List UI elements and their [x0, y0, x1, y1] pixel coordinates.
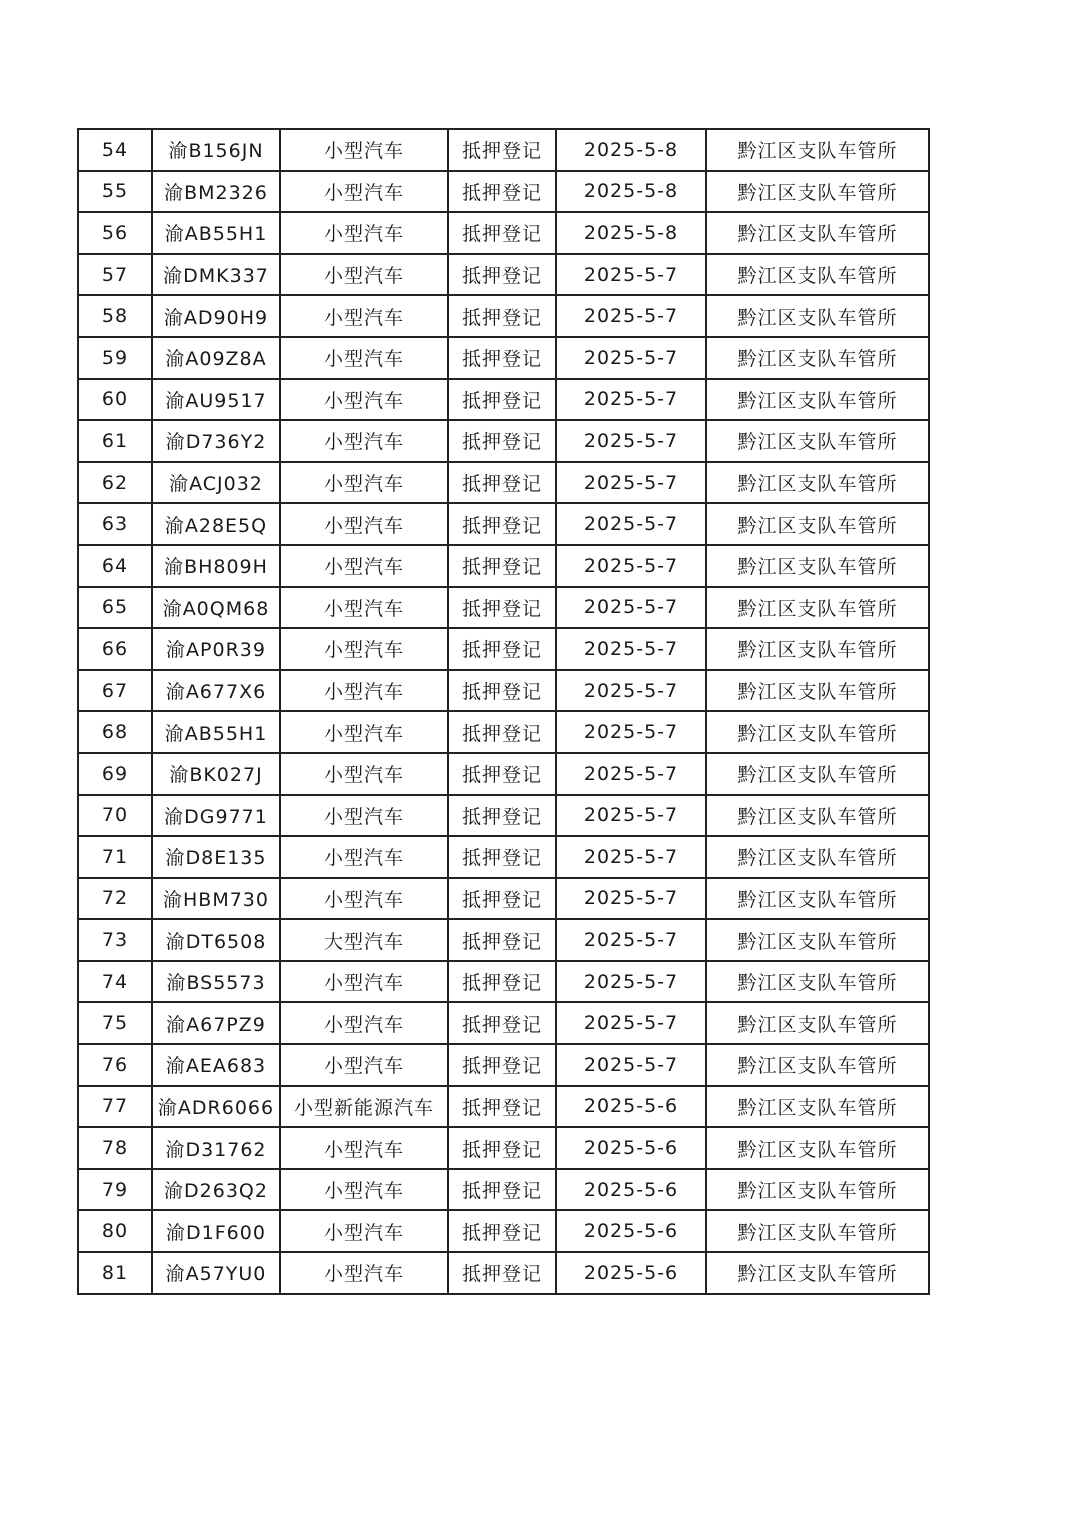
- row-number-cell: 64: [78, 545, 152, 587]
- business-type-cell: 抵押登记: [448, 795, 556, 837]
- table-row: [78, 295, 929, 337]
- date-cell: 2025-5-7: [556, 1044, 706, 1086]
- plate-number-cell: 渝AU9517: [152, 379, 280, 421]
- vehicle-type-cell: 小型汽车: [280, 961, 448, 1003]
- business-type-cell: 抵押登记: [448, 670, 556, 712]
- vehicle-type-cell: 小型汽车: [280, 836, 448, 878]
- business-type-cell: 抵押登记: [448, 919, 556, 961]
- row-number-cell: 77: [78, 1086, 152, 1128]
- row-number-cell: 55: [78, 171, 152, 213]
- vehicle-type-cell: 小型汽车: [280, 545, 448, 587]
- business-type-cell: 抵押登记: [448, 503, 556, 545]
- row-number-cell: 80: [78, 1210, 152, 1252]
- office-cell: 黔江区支队车管所: [706, 1127, 929, 1169]
- plate-number-cell: 渝AB55H1: [152, 711, 280, 753]
- vehicle-type-cell: 小型汽车: [280, 711, 448, 753]
- table-body: [78, 129, 929, 1294]
- business-type-cell: 抵押登记: [448, 212, 556, 254]
- vehicle-type-cell: 小型汽车: [280, 753, 448, 795]
- table-row: [78, 379, 929, 421]
- vehicle-type-cell: 小型汽车: [280, 1169, 448, 1211]
- office-cell: 黔江区支队车管所: [706, 1002, 929, 1044]
- business-type-cell: 抵押登记: [448, 628, 556, 670]
- plate-number-cell: 渝B156JN: [152, 129, 280, 171]
- office-cell: 黔江区支队车管所: [706, 462, 929, 504]
- table-row: [78, 795, 929, 837]
- office-cell: 黔江区支队车管所: [706, 337, 929, 379]
- row-number-cell: 72: [78, 878, 152, 920]
- office-cell: 黔江区支队车管所: [706, 961, 929, 1003]
- table-row: [78, 1044, 929, 1086]
- row-number-cell: 73: [78, 919, 152, 961]
- office-cell: 黔江区支队车管所: [706, 503, 929, 545]
- plate-number-cell: 渝D263Q2: [152, 1169, 280, 1211]
- plate-number-cell: 渝BK027J: [152, 753, 280, 795]
- business-type-cell: 抵押登记: [448, 836, 556, 878]
- plate-number-cell: 渝DG9771: [152, 795, 280, 837]
- table-row: [78, 254, 929, 296]
- row-number-cell: 71: [78, 836, 152, 878]
- business-type-cell: 抵押登记: [448, 1044, 556, 1086]
- table-row: [78, 129, 929, 171]
- office-cell: 黔江区支队车管所: [706, 795, 929, 837]
- vehicle-type-cell: 小型汽车: [280, 1044, 448, 1086]
- vehicle-type-cell: 小型汽车: [280, 795, 448, 837]
- plate-number-cell: 渝AP0R39: [152, 628, 280, 670]
- plate-number-cell: 渝A67PZ9: [152, 1002, 280, 1044]
- vehicle-type-cell: 小型汽车: [280, 171, 448, 213]
- row-number-cell: 76: [78, 1044, 152, 1086]
- business-type-cell: 抵押登记: [448, 254, 556, 296]
- vehicle-type-cell: 小型汽车: [280, 129, 448, 171]
- date-cell: 2025-5-7: [556, 420, 706, 462]
- plate-number-cell: 渝AEA683: [152, 1044, 280, 1086]
- vehicle-type-cell: 小型汽车: [280, 212, 448, 254]
- date-cell: 2025-5-6: [556, 1169, 706, 1211]
- date-cell: 2025-5-7: [556, 462, 706, 504]
- row-number-cell: 79: [78, 1169, 152, 1211]
- table-row: [78, 462, 929, 504]
- business-type-cell: 抵押登记: [448, 171, 556, 213]
- row-number-cell: 69: [78, 753, 152, 795]
- vehicle-type-cell: 小型汽车: [280, 878, 448, 920]
- date-cell: 2025-5-7: [556, 795, 706, 837]
- date-cell: 2025-5-7: [556, 545, 706, 587]
- table-row: [78, 836, 929, 878]
- business-type-cell: 抵押登记: [448, 462, 556, 504]
- plate-number-cell: 渝BS5573: [152, 961, 280, 1003]
- date-cell: 2025-5-6: [556, 1086, 706, 1128]
- business-type-cell: 抵押登记: [448, 1127, 556, 1169]
- row-number-cell: 62: [78, 462, 152, 504]
- date-cell: 2025-5-7: [556, 878, 706, 920]
- table-row: [78, 628, 929, 670]
- plate-number-cell: 渝A28E5Q: [152, 503, 280, 545]
- row-number-cell: 57: [78, 254, 152, 296]
- table-row: [78, 587, 929, 629]
- table-row: [78, 503, 929, 545]
- office-cell: 黔江区支队车管所: [706, 1252, 929, 1294]
- office-cell: 黔江区支队车管所: [706, 171, 929, 213]
- table-row: [78, 545, 929, 587]
- row-number-cell: 60: [78, 379, 152, 421]
- table-row: [78, 1169, 929, 1211]
- row-number-cell: 59: [78, 337, 152, 379]
- date-cell: 2025-5-7: [556, 711, 706, 753]
- business-type-cell: 抵押登记: [448, 1210, 556, 1252]
- office-cell: 黔江区支队车管所: [706, 878, 929, 920]
- table-row: [78, 670, 929, 712]
- table-row: [78, 212, 929, 254]
- table-row: [78, 1210, 929, 1252]
- business-type-cell: 抵押登记: [448, 711, 556, 753]
- vehicle-type-cell: 小型汽车: [280, 337, 448, 379]
- plate-number-cell: 渝ADR6066: [152, 1086, 280, 1128]
- vehicle-type-cell: 小型汽车: [280, 462, 448, 504]
- office-cell: 黔江区支队车管所: [706, 254, 929, 296]
- plate-number-cell: 渝D1F600: [152, 1210, 280, 1252]
- vehicle-type-cell: 小型汽车: [280, 670, 448, 712]
- row-number-cell: 75: [78, 1002, 152, 1044]
- plate-number-cell: 渝DMK337: [152, 254, 280, 296]
- row-number-cell: 70: [78, 795, 152, 837]
- date-cell: 2025-5-6: [556, 1210, 706, 1252]
- office-cell: 黔江区支队车管所: [706, 379, 929, 421]
- plate-number-cell: 渝D8E135: [152, 836, 280, 878]
- vehicle-type-cell: 小型汽车: [280, 503, 448, 545]
- row-number-cell: 61: [78, 420, 152, 462]
- business-type-cell: 抵押登记: [448, 587, 556, 629]
- table-row: [78, 711, 929, 753]
- office-cell: 黔江区支队车管所: [706, 420, 929, 462]
- business-type-cell: 抵押登记: [448, 129, 556, 171]
- plate-number-cell: 渝BM2326: [152, 171, 280, 213]
- office-cell: 黔江区支队车管所: [706, 1169, 929, 1211]
- row-number-cell: 68: [78, 711, 152, 753]
- plate-number-cell: 渝BH809H: [152, 545, 280, 587]
- date-cell: 2025-5-8: [556, 212, 706, 254]
- plate-number-cell: 渝AD90H9: [152, 295, 280, 337]
- office-cell: 黔江区支队车管所: [706, 919, 929, 961]
- date-cell: 2025-5-7: [556, 670, 706, 712]
- date-cell: 2025-5-8: [556, 171, 706, 213]
- office-cell: 黔江区支队车管所: [706, 545, 929, 587]
- office-cell: 黔江区支队车管所: [706, 753, 929, 795]
- plate-number-cell: 渝D736Y2: [152, 420, 280, 462]
- table-row: [78, 961, 929, 1003]
- plate-number-cell: 渝D31762: [152, 1127, 280, 1169]
- business-type-cell: 抵押登记: [448, 420, 556, 462]
- date-cell: 2025-5-7: [556, 503, 706, 545]
- table-row: [78, 753, 929, 795]
- table-row: [78, 420, 929, 462]
- vehicle-type-cell: 小型汽车: [280, 1252, 448, 1294]
- row-number-cell: 54: [78, 129, 152, 171]
- table-row: [78, 1086, 929, 1128]
- vehicle-type-cell: 小型新能源汽车: [280, 1086, 448, 1128]
- row-number-cell: 67: [78, 670, 152, 712]
- business-type-cell: 抵押登记: [448, 1086, 556, 1128]
- plate-number-cell: 渝A677X6: [152, 670, 280, 712]
- plate-number-cell: 渝DT6508: [152, 919, 280, 961]
- business-type-cell: 抵押登记: [448, 753, 556, 795]
- table-row: [78, 878, 929, 920]
- row-number-cell: 78: [78, 1127, 152, 1169]
- business-type-cell: 抵押登记: [448, 1252, 556, 1294]
- date-cell: 2025-5-6: [556, 1252, 706, 1294]
- plate-number-cell: 渝HBM730: [152, 878, 280, 920]
- row-number-cell: 56: [78, 212, 152, 254]
- date-cell: 2025-5-7: [556, 337, 706, 379]
- office-cell: 黔江区支队车管所: [706, 1210, 929, 1252]
- table-row: [78, 1127, 929, 1169]
- office-cell: 黔江区支队车管所: [706, 587, 929, 629]
- business-type-cell: 抵押登记: [448, 379, 556, 421]
- office-cell: 黔江区支队车管所: [706, 212, 929, 254]
- business-type-cell: 抵押登记: [448, 961, 556, 1003]
- date-cell: 2025-5-7: [556, 836, 706, 878]
- vehicle-type-cell: 小型汽车: [280, 420, 448, 462]
- registration-table: [77, 128, 930, 1295]
- table-row: [78, 1002, 929, 1044]
- date-cell: 2025-5-7: [556, 254, 706, 296]
- row-number-cell: 66: [78, 628, 152, 670]
- date-cell: 2025-5-7: [556, 1002, 706, 1044]
- date-cell: 2025-5-8: [556, 129, 706, 171]
- vehicle-type-cell: 大型汽车: [280, 919, 448, 961]
- vehicle-type-cell: 小型汽车: [280, 587, 448, 629]
- office-cell: 黔江区支队车管所: [706, 1044, 929, 1086]
- plate-number-cell: 渝ACJ032: [152, 462, 280, 504]
- office-cell: 黔江区支队车管所: [706, 1086, 929, 1128]
- date-cell: 2025-5-7: [556, 753, 706, 795]
- row-number-cell: 58: [78, 295, 152, 337]
- office-cell: 黔江区支队车管所: [706, 670, 929, 712]
- table-row: [78, 171, 929, 213]
- date-cell: 2025-5-7: [556, 961, 706, 1003]
- business-type-cell: 抵押登记: [448, 337, 556, 379]
- business-type-cell: 抵押登记: [448, 295, 556, 337]
- vehicle-type-cell: 小型汽车: [280, 628, 448, 670]
- business-type-cell: 抵押登记: [448, 878, 556, 920]
- office-cell: 黔江区支队车管所: [706, 129, 929, 171]
- vehicle-type-cell: 小型汽车: [280, 295, 448, 337]
- vehicle-type-cell: 小型汽车: [280, 379, 448, 421]
- row-number-cell: 81: [78, 1252, 152, 1294]
- date-cell: 2025-5-6: [556, 1127, 706, 1169]
- table-row: [78, 337, 929, 379]
- vehicle-type-cell: 小型汽车: [280, 1210, 448, 1252]
- plate-number-cell: 渝A09Z8A: [152, 337, 280, 379]
- table-row: [78, 919, 929, 961]
- vehicle-type-cell: 小型汽车: [280, 1002, 448, 1044]
- plate-number-cell: 渝A57YU0: [152, 1252, 280, 1294]
- date-cell: 2025-5-7: [556, 628, 706, 670]
- office-cell: 黔江区支队车管所: [706, 711, 929, 753]
- date-cell: 2025-5-7: [556, 295, 706, 337]
- plate-number-cell: 渝AB55H1: [152, 212, 280, 254]
- date-cell: 2025-5-7: [556, 379, 706, 421]
- row-number-cell: 63: [78, 503, 152, 545]
- row-number-cell: 74: [78, 961, 152, 1003]
- business-type-cell: 抵押登记: [448, 1169, 556, 1211]
- office-cell: 黔江区支队车管所: [706, 295, 929, 337]
- business-type-cell: 抵押登记: [448, 1002, 556, 1044]
- table-row: [78, 1252, 929, 1294]
- row-number-cell: 65: [78, 587, 152, 629]
- plate-number-cell: 渝A0QM68: [152, 587, 280, 629]
- date-cell: 2025-5-7: [556, 919, 706, 961]
- vehicle-type-cell: 小型汽车: [280, 254, 448, 296]
- date-cell: 2025-5-7: [556, 587, 706, 629]
- office-cell: 黔江区支队车管所: [706, 628, 929, 670]
- vehicle-type-cell: 小型汽车: [280, 1127, 448, 1169]
- business-type-cell: 抵押登记: [448, 545, 556, 587]
- office-cell: 黔江区支队车管所: [706, 836, 929, 878]
